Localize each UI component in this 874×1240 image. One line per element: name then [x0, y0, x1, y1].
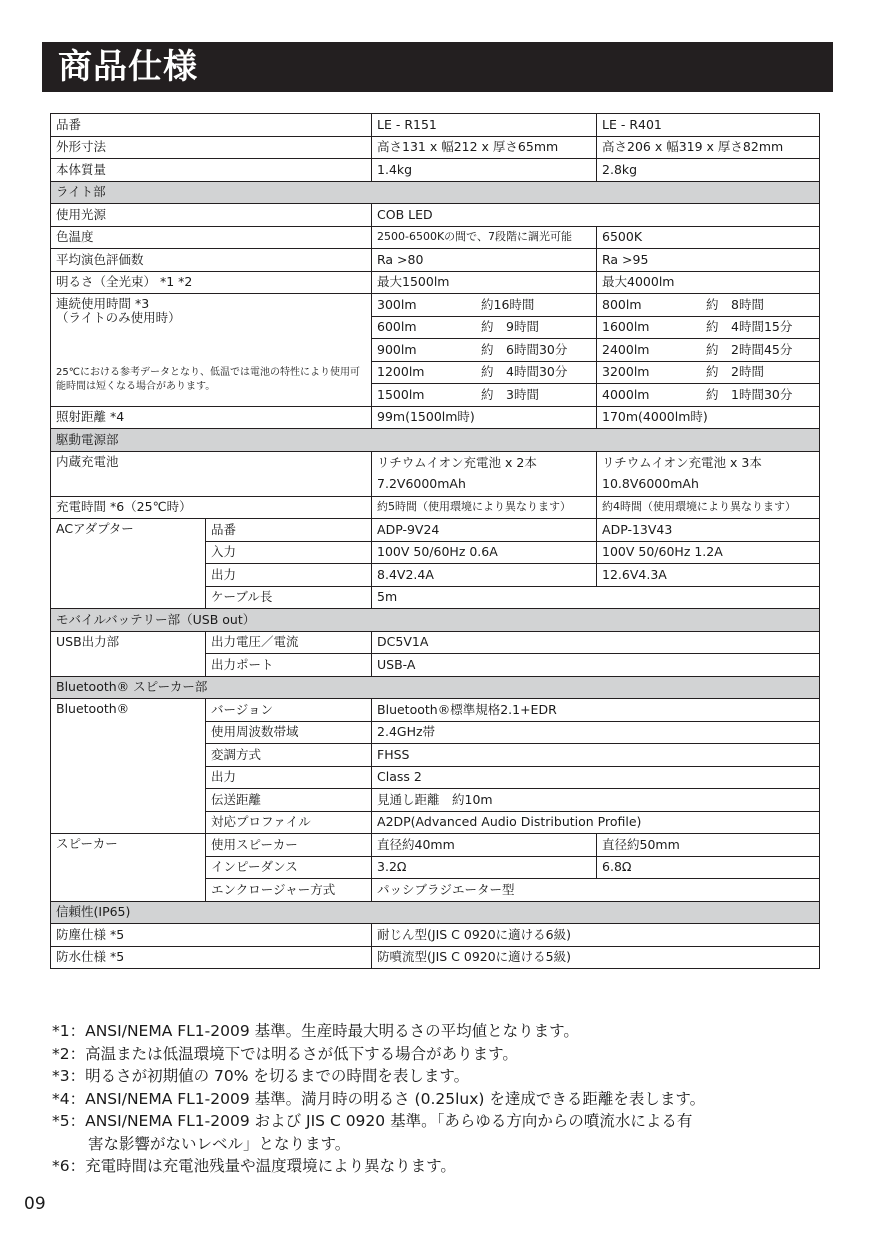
sub-label: 出力	[206, 766, 372, 789]
section-header-reliability: 信頼性(IP65)	[51, 901, 820, 924]
row-label: 本体質量	[51, 159, 372, 182]
lumen-value: 1600lm	[602, 319, 650, 335]
footnote: *3：明るさが初期値の 70% を切るまでの時間を表します。	[52, 1067, 470, 1085]
cell-r151: LE - R151	[372, 114, 597, 137]
row-label: 使用光源	[51, 204, 372, 227]
sub-label: 品番	[206, 519, 372, 542]
cell-r401: 約4時間（使用環境により異なります）	[597, 496, 820, 519]
page-number: 09	[24, 1194, 46, 1214]
cell-r151: リチウムイオン充電池 x 2本 7.2V6000mAh	[372, 451, 597, 496]
cell-r401: ADP-13V43	[597, 519, 820, 542]
runtime-r151	[372, 384, 597, 407]
runtime-r401	[597, 339, 820, 362]
runtime-r401	[597, 384, 820, 407]
row-label: 明るさ（全光束） *1 *2	[51, 271, 372, 294]
cell-r401: 100V 50/60Hz 1.2A	[597, 541, 820, 564]
lumen-value: 800lm	[602, 296, 642, 312]
adapter-label: ACアダプター	[51, 519, 206, 609]
cell-r151: 2500-6500Kの間で、7段階に調光可能	[372, 226, 597, 249]
runtime-value: 約 3時間	[481, 386, 539, 402]
footnote: *5：ANSI/NEMA FL1-2009 および JIS C 0920 基準。「あらゆる方向からの噴流水による有	[52, 1112, 693, 1130]
cell-r401: LE - R401	[597, 114, 820, 137]
runtime-value: 約16時間	[481, 296, 535, 312]
table-row	[51, 946, 820, 969]
row-label: 平均演色評価数	[51, 249, 372, 272]
spec-table	[50, 113, 820, 969]
runtime-value: 約 9時間	[481, 319, 539, 335]
sub-label: 出力電圧／電流	[206, 631, 372, 654]
footnote: *6：充電時間は充電池残量や温度環境により異なります。	[52, 1157, 456, 1175]
sub-label: 出力	[206, 564, 372, 587]
runtime-value: 約 4時間30分	[481, 364, 568, 380]
table-row	[51, 834, 820, 857]
runtime-r151	[372, 294, 597, 317]
row-label: 品番	[51, 114, 372, 137]
cell-r401: Ra >95	[597, 249, 820, 272]
table-row	[51, 699, 820, 722]
table-row	[51, 406, 820, 429]
usb-label: USB出力部	[51, 631, 206, 676]
runtime-value: 約 1時間30分	[706, 386, 793, 402]
sub-label: インピーダンス	[206, 856, 372, 879]
cell-both: A2DP(Advanced Audio Distribution Profile)	[372, 811, 820, 834]
runtime-r151	[372, 316, 597, 339]
cell-r401: 6.8Ω	[597, 856, 820, 879]
page-title: 商品仕様	[42, 42, 833, 92]
section-header-light: ライト部	[51, 181, 820, 204]
cell-r151: 約5時間（使用環境により異なります）	[372, 496, 597, 519]
row-label: 外形寸法	[51, 136, 372, 159]
cell-both: Bluetooth®標準規格2.1+EDR	[372, 699, 820, 722]
runtime-value: 約 2時間45分	[706, 341, 793, 357]
table-row	[51, 249, 820, 272]
sub-label: 使用周波数帯域	[206, 721, 372, 744]
speaker-label: スピーカー	[51, 834, 206, 902]
table-row	[51, 204, 820, 227]
sub-label: 変調方式	[206, 744, 372, 767]
lumen-value: 4000lm	[602, 386, 650, 402]
sub-label: 使用スピーカー	[206, 834, 372, 857]
cell-both: 耐じん型(JIS C 0920に適ける6級)	[372, 924, 820, 947]
section-header-power: 駆動電源部	[51, 429, 820, 452]
bluetooth-label: Bluetooth®	[51, 699, 206, 834]
lumen-value: 600lm	[377, 319, 417, 335]
lumen-value: 2400lm	[602, 341, 650, 357]
cell-both: USB-A	[372, 654, 820, 677]
sub-label: 伝送距離	[206, 789, 372, 812]
runtime-sublabel: （ライトのみ使用時）	[56, 310, 181, 326]
footnote-continuation: 害な影響がないレベル」となります。	[88, 1134, 351, 1153]
cell-both: FHSS	[372, 744, 820, 767]
cell-r151: 直径約40mm	[372, 834, 597, 857]
cell-both: 防噴流型(JIS C 0920に適ける5級)	[372, 946, 820, 969]
cell-r151: 99m(1500lm時)	[372, 406, 597, 429]
cell-both: COB LED	[372, 204, 820, 227]
row-label: 色温度	[51, 226, 372, 249]
sub-label: ケーブル長	[206, 586, 372, 609]
cell-r401: 12.6V4.3A	[597, 564, 820, 587]
table-row	[51, 114, 820, 137]
cell-r151: 高さ131 x 幅212 x 厚さ65mm	[372, 136, 597, 159]
cell-r401: リチウムイオン充電池 x 3本 10.8V6000mAh	[597, 451, 820, 496]
footnote: *2：高温または低温環境下では明るさが低下する場合があります。	[52, 1044, 518, 1063]
cell-r151: 8.4V2.4A	[372, 564, 597, 587]
table-row	[51, 631, 820, 654]
cell-r401: 2.8kg	[597, 159, 820, 182]
runtime-value: 約 8時間	[706, 296, 764, 312]
table-row	[51, 226, 820, 249]
lumen-value: 900lm	[377, 341, 417, 357]
row-label: 内蔵充電池	[51, 451, 372, 496]
runtime-r401	[597, 316, 820, 339]
cell-r151: Ra >80	[372, 249, 597, 272]
cell-both: 2.4GHz帯	[372, 721, 820, 744]
runtime-note: 25℃における参考データとなり、低温では電池の特性により使用可能時間は短くなる場合があります。	[56, 366, 360, 393]
table-row	[51, 294, 820, 317]
row-label: 充電時間 *6（25℃時）	[51, 496, 372, 519]
lumen-value: 300lm	[377, 296, 417, 312]
cell-both: Class 2	[372, 766, 820, 789]
runtime-r151	[372, 361, 597, 384]
table-row	[51, 271, 820, 294]
runtime-value: 約 2時間	[706, 364, 764, 380]
sub-label: エンクロージャー方式	[206, 879, 372, 902]
runtime-value: 約 4時間15分	[706, 319, 793, 335]
table-row	[51, 136, 820, 159]
table-row	[51, 924, 820, 947]
cell-r401: 最大4000lm	[597, 271, 820, 294]
section-header-bluetooth: Bluetooth® スピーカー部	[51, 676, 820, 699]
cell-r151: ADP-9V24	[372, 519, 597, 542]
table-row	[51, 519, 820, 542]
cell-both: DC5V1A	[372, 631, 820, 654]
lumen-value: 1200lm	[377, 364, 425, 380]
runtime-r401	[597, 294, 820, 317]
runtime-value: 約 6時間30分	[481, 341, 568, 357]
sub-label: 出力ポート	[206, 654, 372, 677]
sub-label: 入力	[206, 541, 372, 564]
cell-r401: 170m(4000lm時)	[597, 406, 820, 429]
cell-both: 5m	[372, 586, 820, 609]
runtime-label: 連続使用時間 *3	[56, 296, 150, 311]
row-label: 防塵仕様 *5	[51, 924, 372, 947]
lumen-value: 3200lm	[602, 364, 650, 380]
cell-r151: 1.4kg	[372, 159, 597, 182]
row-label: 照射距離 *4	[51, 406, 372, 429]
footnotes	[52, 1020, 832, 1178]
cell-r401: 直径約50mm	[597, 834, 820, 857]
runtime-r151	[372, 339, 597, 362]
cell-r151: 100V 50/60Hz 0.6A	[372, 541, 597, 564]
footnote: *1：ANSI/NEMA FL1-2009 基準。生産時最大明るさの平均値となります。	[52, 1022, 579, 1040]
runtime-label-cell	[51, 294, 372, 407]
cell-r151: 3.2Ω	[372, 856, 597, 879]
sub-label: 対応プロファイル	[206, 811, 372, 834]
section-header-mobile: モバイルバッテリー部（USB out）	[51, 609, 820, 632]
table-row	[51, 159, 820, 182]
row-label: 防水仕様 *5	[51, 946, 372, 969]
cell-both: 見通し距離 約10m	[372, 789, 820, 812]
table-row	[51, 451, 820, 496]
runtime-r401	[597, 361, 820, 384]
cell-r401: 高さ206 x 幅319 x 厚さ82mm	[597, 136, 820, 159]
cell-r151: 最大1500lm	[372, 271, 597, 294]
cell-r401: 6500K	[597, 226, 820, 249]
table-row	[51, 496, 820, 519]
footnote: *4：ANSI/NEMA FL1-2009 基準。満月時の明るさ (0.25lux) を達成できる距離を表します。	[52, 1089, 706, 1108]
lumen-value: 1500lm	[377, 386, 425, 402]
cell-both: パッシブラジエーター型	[372, 879, 820, 902]
sub-label: バージョン	[206, 699, 372, 722]
